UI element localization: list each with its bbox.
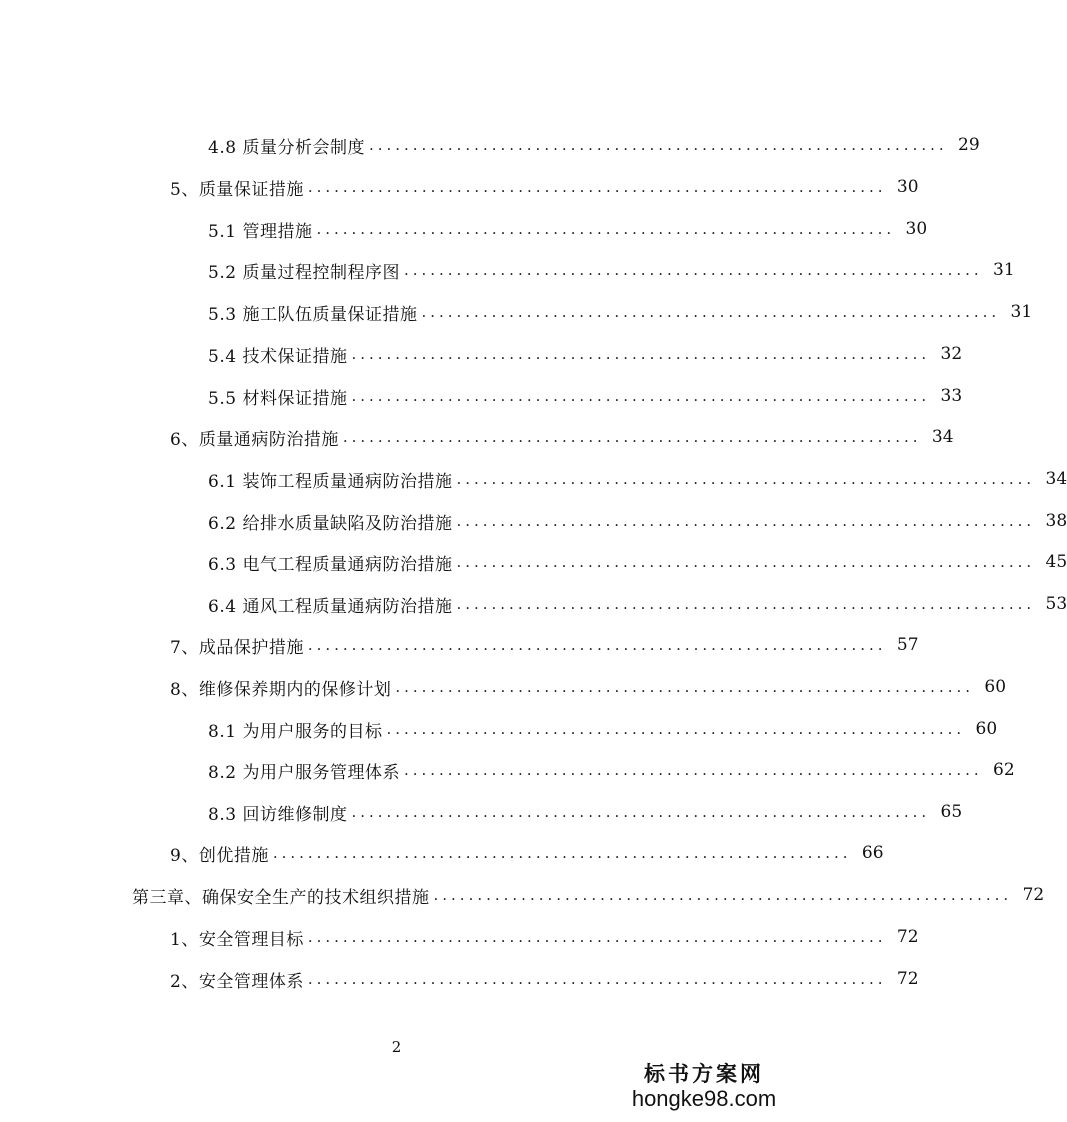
toc-entry-chapter-3[interactable] (132, 882, 1045, 908)
toc-entry-title: 5.5 材料保证措施 (208, 388, 348, 409)
toc-dot-leader: .................................................................. (386, 720, 966, 738)
toc-entry-page: 65 (940, 802, 963, 822)
toc-entry-title: 5.3 施工队伍质量保证措施 (208, 304, 418, 325)
toc-dot-leader: .................................................................. (456, 595, 1036, 613)
toc-dot-leader: .................................................................. (456, 470, 1036, 488)
toc-entry-title: 6.2 给排水质量缺陷及防治措施 (208, 513, 453, 534)
toc-entry-c3-2[interactable] (170, 966, 919, 992)
toc-entry-title: 6.3 电气工程质量通病防治措施 (208, 554, 453, 575)
toc-entry-5-1[interactable] (208, 216, 928, 242)
toc-entry-title: 7、成品保护措施 (170, 637, 304, 658)
toc-entry-6-4[interactable] (208, 591, 1067, 617)
toc-entry-6[interactable] (170, 424, 954, 450)
toc-entry-page: 30 (905, 219, 928, 239)
toc-entry-7[interactable] (170, 632, 919, 658)
toc-dot-leader: .................................................................. (421, 303, 1001, 321)
toc-dot-leader: .................................................................. (456, 553, 1036, 571)
toc-entry-page: 72 (896, 927, 919, 947)
toc-entry-6-2[interactable] (208, 508, 1067, 534)
toc-entry-page: 30 (896, 177, 919, 197)
toc-dot-leader: .................................................................. (456, 512, 1036, 530)
toc-entry-page: 31 (1010, 302, 1033, 322)
toc-entry-c3-1[interactable] (170, 924, 919, 950)
toc-entry-page: 66 (861, 843, 884, 863)
toc-entry-5-3[interactable] (208, 299, 1033, 325)
toc-entry-5-2[interactable] (208, 257, 1015, 283)
toc-entry-page: 31 (993, 260, 1015, 280)
toc-entry-5-4[interactable] (208, 341, 963, 367)
toc-entry-title: 6、质量通病防治措施 (170, 429, 339, 450)
toc-dot-leader: .................................................................. (307, 970, 887, 988)
toc-entry-title: 1、安全管理目标 (170, 929, 304, 950)
toc-entry-title: 2、安全管理体系 (170, 971, 304, 992)
toc-entry-5[interactable] (170, 174, 919, 200)
toc-entry-6-3[interactable] (208, 549, 1067, 575)
toc-entry-title: 9、创优措施 (170, 845, 269, 866)
toc-entry-title: 5.1 管理措施 (208, 221, 313, 242)
toc-entry-8-2[interactable] (208, 757, 1015, 783)
toc-entry-page: 38 (1045, 511, 1067, 531)
toc-dot-leader: .................................................................. (351, 345, 931, 363)
toc-dot-leader: .................................................................. (403, 261, 983, 279)
toc-dot-leader: .................................................................. (316, 220, 896, 238)
toc-dot-leader: .................................................................. (433, 886, 1013, 904)
toc-dot-leader: .................................................................. (307, 928, 887, 946)
toc-entry-page: 72 (896, 969, 919, 989)
toc-entry-title: 5.2 质量过程控制程序图 (208, 262, 400, 283)
toc-entry-page: 32 (940, 344, 963, 364)
toc-entry-title: 5.4 技术保证措施 (208, 346, 348, 367)
toc-entry-6-1[interactable] (208, 466, 1067, 492)
toc-entry-9[interactable] (170, 840, 884, 866)
toc-entry-title: 8、维修保养期内的保修计划 (170, 679, 392, 700)
toc-entry-8-3[interactable] (208, 799, 963, 825)
toc-entry-5-5[interactable] (208, 383, 963, 409)
toc-entry-title: 第三章、确保安全生产的技术组织措施 (132, 887, 430, 908)
toc-entry-title: 6.4 通风工程质量通病防治措施 (208, 596, 453, 617)
toc-dot-leader: .................................................................. (272, 844, 852, 862)
toc-entry-page: 60 (984, 677, 1007, 697)
toc-dot-leader: .................................................................. (395, 678, 975, 696)
toc-entry-page: 29 (958, 135, 980, 155)
page-number: 2 (391, 1038, 402, 1056)
toc-dot-leader: .................................................................. (307, 636, 887, 654)
toc-entry-title: 4.8 质量分析会制度 (208, 137, 365, 158)
toc-dot-leader: .................................................................. (351, 803, 931, 821)
toc-entry-title: 6.1 装饰工程质量通病防治措施 (208, 471, 453, 492)
toc-entry-8-1[interactable] (208, 716, 998, 742)
toc-entry-page: 62 (993, 760, 1015, 780)
toc-entry-page: 34 (1045, 469, 1067, 489)
toc-dot-leader: .................................................................. (403, 761, 983, 779)
toc-entry-title: 8.3 回访维修制度 (208, 804, 348, 825)
toc-dot-leader: .................................................................. (368, 136, 948, 154)
toc-entry-page: 72 (1022, 885, 1045, 905)
toc-entry-page: 60 (975, 719, 998, 739)
toc-dot-leader: .................................................................. (307, 178, 887, 196)
toc-dot-leader: .................................................................. (342, 428, 922, 446)
toc-entry-4-8[interactable] (208, 132, 980, 158)
watermark-url: hongke98.com (631, 1086, 777, 1111)
watermark-chinese-text: 标书方案网 (644, 1062, 764, 1086)
toc-entry-title: 8.2 为用户服务管理体系 (208, 762, 400, 783)
toc-entry-title: 5、质量保证措施 (170, 179, 304, 200)
toc-entry-page: 57 (896, 635, 919, 655)
toc-entry-page: 34 (931, 427, 954, 447)
toc-entry-page: 45 (1045, 552, 1067, 572)
toc-entry-8[interactable] (170, 674, 1007, 700)
toc-entry-page: 33 (940, 386, 963, 406)
toc-dot-leader: .................................................................. (351, 387, 931, 405)
toc-entry-title: 8.1 为用户服务的目标 (208, 721, 383, 742)
watermark (629, 1058, 779, 1112)
toc-entry-page: 53 (1045, 594, 1067, 614)
